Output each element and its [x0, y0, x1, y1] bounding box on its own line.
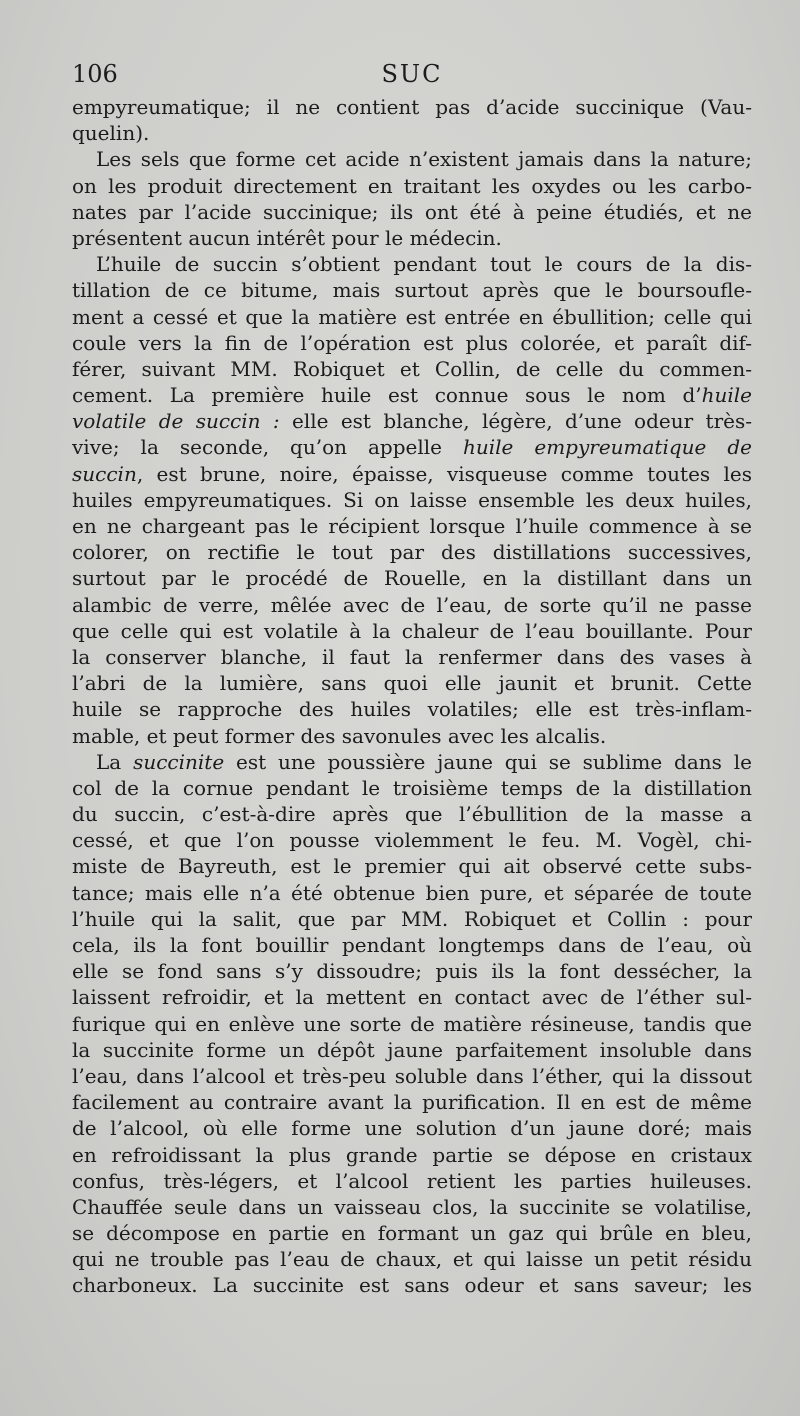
text-line: [72, 1272, 752, 1298]
text-segment: Chauffée seule dans un vaisseau clos, la succinite se volatilise,: [72, 1194, 752, 1219]
text-segment: tance; mais elle n’a été obtenue bien pure, et séparée de toute: [72, 880, 752, 905]
text-segment: du succin, c’est-à-dire après que l’ébullition de la masse a: [72, 802, 752, 827]
text-line: [72, 251, 752, 277]
text-segment: laissent refroidir, et la mettent en contact avec de l’éther sul-: [72, 985, 752, 1010]
text-line: [72, 434, 752, 460]
text-line: [72, 1246, 752, 1272]
page-header: [72, 60, 752, 94]
text-segment: elle est blanche, légère, d’une odeur très-: [279, 409, 752, 434]
text-segment: est une poussière jaune qui se sublime dans le: [224, 749, 752, 774]
text-line: [72, 618, 752, 644]
text-line: [72, 199, 752, 225]
text-segment: ment a cessé et que la matière est entrée en ébullition; celle qui: [72, 304, 752, 329]
text-segment: elle se fond sans s’y dissoudre; puis ils la font dessécher, la: [72, 959, 752, 984]
text-line: [72, 330, 752, 356]
body-text: [72, 94, 752, 1299]
text-line: [72, 696, 752, 722]
text-segment: se décompose en partie en formant un gaz qui brûle en bleu,: [72, 1221, 752, 1246]
text-line: [72, 1037, 752, 1063]
text-line: [72, 1194, 752, 1220]
text-line: [72, 225, 752, 251]
text-segment: que celle qui est volatile à la chaleur de l’eau bouillante. Pour: [72, 618, 752, 643]
text-line: [72, 94, 752, 120]
text-segment: cela, ils la font bouillir pendant longtemps dans de l’eau, où: [72, 933, 752, 957]
text-line: [72, 906, 752, 932]
page-number: 106: [72, 60, 118, 88]
text-segment: présentent aucun intérêt pour le médecin.: [72, 225, 502, 250]
text-segment: L’huile de succin s’obtient pendant tout le cours de la dis-: [96, 252, 752, 277]
text-segment: l’eau, dans l’alcool et très-peu soluble dans l’éther, qui la dissout: [72, 1063, 752, 1088]
text-line: [72, 382, 752, 408]
text-line: [72, 277, 752, 303]
italic-text: succin: [72, 461, 137, 486]
text-segment: la succinite forme un dépôt jaune parfaitement insoluble dans: [72, 1037, 752, 1062]
text-line: [72, 1142, 752, 1168]
text-segment: cessé, et que l’on pousse violemment le feu. M. Vogèl, chi-: [72, 828, 752, 853]
text-segment: nates par l’acide succinique; ils ont été à peine étudiés, et ne: [72, 199, 752, 224]
text-line: [72, 356, 752, 382]
text-segment: confus, très-légers, et l’alcool retient les parties huileuses.: [72, 1168, 752, 1193]
text-line: [72, 1168, 752, 1194]
text-line: [72, 1220, 752, 1246]
text-line: [72, 513, 752, 539]
text-line: [72, 539, 752, 565]
text-line: [72, 670, 752, 696]
text-line: [72, 644, 752, 670]
italic-text: succinite: [133, 749, 225, 774]
text-line: [72, 461, 752, 487]
italic-text: volatile de succin :: [72, 409, 280, 434]
text-segment: surtout par le procédé de Rouelle, en la distillant dans un: [72, 566, 752, 591]
text-segment: vive; la seconde, qu’on appelle: [72, 435, 463, 460]
text-segment: , est brune, noire, épaisse, visqueuse comme toutes les: [136, 461, 752, 486]
text-segment: cement. La première huile est connue sous le nom d’: [72, 383, 702, 408]
text-segment: en refroidissant la plus grande partie se dépose en cristaux: [72, 1142, 752, 1167]
text-segment: la conserver blanche, il faut la renfermer dans des vases à: [72, 644, 752, 669]
text-line: [72, 984, 752, 1010]
text-segment: huiles empyreumatiques. Si on laisse ensemble les deux huiles,: [72, 487, 752, 512]
text-line: [72, 565, 752, 591]
text-line: [72, 304, 752, 330]
text-line: [72, 1063, 752, 1089]
text-segment: férer, suivant MM. Robiquet et Collin, de celle du commen-: [72, 356, 752, 381]
text-line: [72, 827, 752, 853]
text-line: [72, 853, 752, 879]
running-head: SUC: [381, 60, 443, 88]
text-line: [72, 958, 752, 984]
text-segment: furique qui en enlève une sorte de matière résineuse, tandis que: [72, 1011, 752, 1036]
text-line: [72, 408, 752, 434]
text-line: [72, 592, 752, 618]
text-line: [72, 146, 752, 172]
text-segment: quelin).: [72, 121, 150, 146]
text-segment: colorer, on rectifie le tout par des distillations successives,: [72, 540, 752, 565]
text-segment: en ne chargeant pas le récipient lorsque l’huile commence à se: [72, 514, 752, 538]
text-segment: empyreumatique; il ne contient pas d’acide succinique (Vau-: [72, 95, 752, 119]
text-segment: tillation de ce bitume, mais surtout après que le boursoufle-: [72, 278, 752, 303]
text-line: [72, 775, 752, 801]
text-line: [72, 1011, 752, 1037]
text-line: [72, 120, 752, 146]
text-segment: La: [96, 749, 134, 774]
text-segment: mable, et peut former des savonules avec les alcalis.: [72, 723, 607, 748]
text-segment: col de la cornue pendant le troisième temps de la distillation: [72, 775, 752, 800]
text-segment: de l’alcool, où elle forme une solution d’un jaune doré; mais: [72, 1116, 752, 1141]
text-line: [72, 1115, 752, 1141]
text-segment: huile se rapproche des huiles volatiles; elle est très-inflam-: [72, 697, 752, 722]
text-segment: l’abri de la lumière, sans quoi elle jaunit et brunit. Cette: [72, 671, 752, 696]
text-line: [72, 749, 752, 775]
text-segment: on les produit directement en traitant les oxydes ou les carbo-: [72, 173, 752, 198]
text-line: [72, 880, 752, 906]
text-segment: miste de Bayreuth, est le premier qui ait observé cette subs-: [72, 854, 752, 879]
text-segment: charboneux. La succinite est sans odeur et sans saveur; les: [72, 1273, 752, 1298]
text-line: [72, 932, 752, 958]
text-line: [72, 801, 752, 827]
text-segment: alambic de verre, mêlée avec de l’eau, de sorte qu’il ne passe: [72, 592, 752, 617]
italic-text: huile: [701, 383, 752, 408]
text-segment: l’huile qui la salit, que par MM. Robiquet et Collin : pour: [72, 906, 752, 931]
text-line: [72, 173, 752, 199]
text-segment: qui ne trouble pas l’eau de chaux, et qui laisse un petit résidu: [72, 1247, 752, 1272]
text-segment: Les sels que forme cet acide n’existent jamais dans la nature;: [96, 147, 752, 172]
text-line: [72, 487, 752, 513]
text-line: [72, 1089, 752, 1115]
text-segment: facilement au contraire avant la purification. Il en est de même: [72, 1090, 752, 1115]
text-segment: coule vers la fin de l’opération est plus colorée, et paraît dif-: [72, 330, 752, 355]
italic-text: huile empyreumatique de: [462, 435, 752, 460]
text-line: [72, 723, 752, 749]
